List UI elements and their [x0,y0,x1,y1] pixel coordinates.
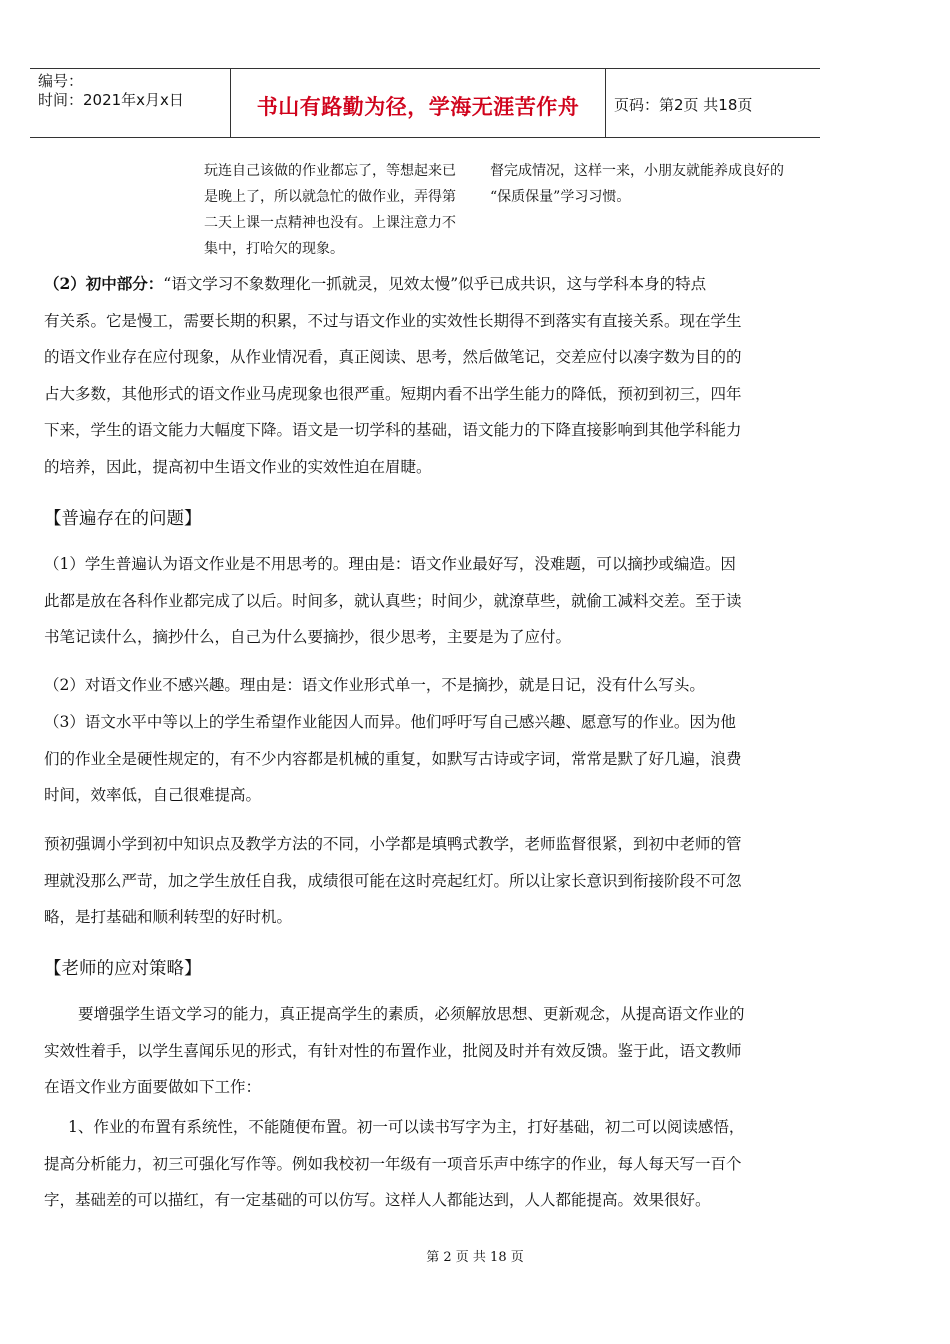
text-line: 要增强学生语文学习的能力，真正提高学生的素质，必须解放思想、更新观念，从提高语文作业的 [78,1005,745,1023]
text-line: 督完成情况，这样一来，小朋友就能养成良好的 [490,163,784,179]
page-header [30,68,820,138]
text-line: （3）语文水平中等以上的学生希望作业能因人而异。他们呼吁写自己感兴趣、愿意写的作业。因为他 [44,713,736,731]
strategy-heading: 【老师的应对策略】 [44,959,202,979]
text-line: （1）学生普遍认为语文作业是不用思考的。理由是：语文作业最好写，没难题，可以摘抄或编造。因 [44,555,736,573]
page-footer: 第 2 页 共 18 页 [426,1250,524,1265]
problems-heading: 【普遍存在的问题】 [44,509,202,529]
left-column-text [204,158,456,262]
document-number-label: 编号： [38,72,84,90]
strategy-paragraph-2 [44,1109,744,1219]
text-line: （2）对语文作业不感兴趣。理由是：语文作业形式单一，不是摘抄，就是日记，没有什么写头。 [44,676,705,694]
text-line: 预初强调小学到初中知识点及教学方法的不同，小学都是填鸭式教学，老师监督很紧，到初中老师的管 [44,835,742,853]
text-line: 下来，学生的语文能力大幅度下降。语文是一切学科的基础，语文能力的下降直接影响到其他学科能力 [44,421,742,439]
header-motto-cell [230,69,606,137]
text-line: 字，基础差的可以描红，有一定基础的可以仿写。这样人人都能达到，人人都能提高。效果很好。 [44,1191,711,1209]
text-line: 此都是放在各科作业都完成了以后。时间多，就认真些；时间少，就潦草些，就偷工减料交差。至于读 [44,591,742,610]
text-line-content: “语文学习不象数理化一抓就灵，见效太慢”似乎已成共识，这与学科本身的特点 [163,275,707,293]
text-line: 1、作业的布置有系统性，不能随便布置。初一可以读书写字为主，打好基础，初二可以阅读感悟， [68,1118,745,1136]
text-line: 是晚上了，所以就急忙的做作业，弄得第 [204,189,456,205]
problem-paragraph-4 [44,826,742,936]
page-number-label: 页码：第2页 共18页 [614,96,753,114]
text-line: “保质保量”学习习惯。 [490,189,631,205]
text-line: 二天上课一点精神也没有。上课注意力不 [204,215,456,231]
text-line: 略，是打基础和顺利转型的好时机。 [44,908,293,926]
text-line: 有关系。它是慢工，需要长期的积累，不过与语文作业的实效性长期得不到落实有直接关系。现在学生 [44,311,742,330]
problem-paragraph-1 [44,546,742,656]
text-line: 占大多数，其他形式的语文作业马虎现象也很严重。短期内看不出学生能力的降低，预初到初三，四年 [44,384,742,403]
section-junior-high [44,266,742,485]
motto-text: 书山有路勤为径，学海无涯苦作舟 [256,95,580,119]
right-column-text [490,158,784,210]
text-line: 提高分析能力，初三可强化写作等。例如我校初一年级有一项音乐声中练字的作业，每人每天写一百个 [44,1154,742,1173]
text-line: 在语文作业方面要做如下工作： [44,1078,262,1096]
problem-paragraph-2 [44,667,705,704]
text-line: 玩连自己该做的作业都忘了，等想起来已 [204,163,456,179]
text-line: 理就没那么严苛，加之学生放任自我，成绩很可能在这时亮起红灯。所以让家长意识到衔接阶段不可忽 [44,871,742,890]
text-line: 的培养，因此，提高初中生语文作业的实效性迫在眉睫。 [44,457,432,476]
document-time-label: 时间：2021年x月x日 [38,91,184,109]
text-line: 时间，效率低，自己很难提高。 [44,786,262,804]
problem-paragraph-3 [44,704,742,814]
text-line: 的语文作业存在应付现象，从作业情况看，真正阅读、思考，然后做笔记，交差应付以凑字数为目的的 [44,348,742,366]
section-lead: （2）初中部分： [44,274,164,293]
header-info-cell [30,69,230,137]
text-line: 实效性着手，以学生喜闻乐见的形式，有针对性的布置作业，批阅及时并有效反馈。鉴于此，语文教师 [44,1041,742,1060]
text-line: 书笔记读什么，摘抄什么，自己为什么要摘抄，很少思考，主要是为了应付。 [44,628,572,646]
strategy-paragraph-1 [44,996,745,1106]
text-line: 们的作业全是硬性规定的，有不少内容都是机械的重复，如默写古诗或字词，常常是默了好几遍，浪费 [44,749,742,768]
text-line [44,266,742,303]
text-line: 集中，打哈欠的现象。 [204,241,344,257]
